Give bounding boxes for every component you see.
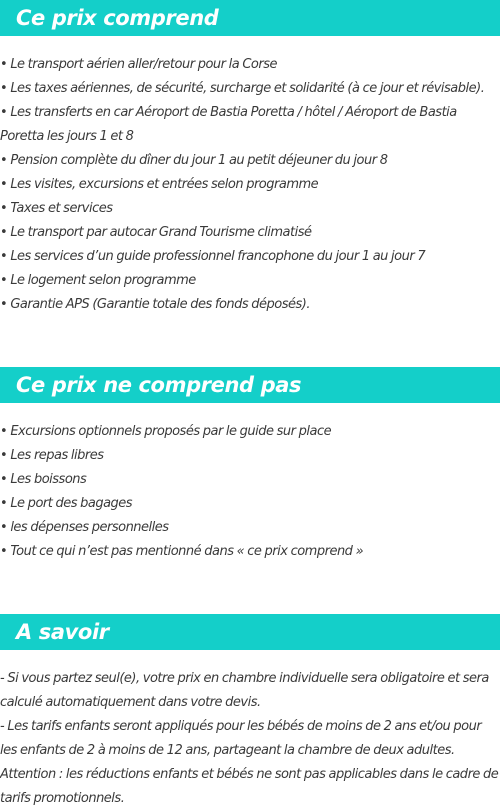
list-item: • Le transport par autocar Grand Tourisme climatisé: [0, 225, 312, 240]
list-item: • Les boissons: [0, 472, 87, 487]
list-item: • Le port des bagages: [0, 496, 133, 511]
list-item: • Tout ce qui n’est pas mentionné dans « ce prix comprend »: [0, 544, 364, 559]
bullet-icon: •: [0, 249, 8, 264]
list-item: • Les repas libres: [0, 448, 104, 463]
bullet-icon: •: [0, 153, 8, 168]
bullet-icon: •: [0, 472, 8, 487]
bullet-icon: •: [0, 201, 8, 216]
list-item: • les dépenses personnelles: [0, 520, 169, 535]
bullet-icon: •: [0, 105, 8, 120]
list-item: • Garantie APS (Garantie totale des fonds déposés).: [0, 297, 311, 312]
list-item: • Le transport aérien aller/retour pour la Corse: [0, 57, 277, 72]
section-title: A savoir: [16, 620, 109, 644]
section-title: Ce prix ne comprend pas: [16, 373, 302, 397]
bullet-icon: •: [0, 424, 8, 439]
note-paragraph: - Si vous partez seul(e), votre prix en chambre individuelle sera obligatoire et sera calculé automatiquement dans votre devis.: [0, 671, 489, 710]
bullet-icon: •: [0, 544, 8, 559]
bullet-icon: •: [0, 496, 8, 511]
section-good-to-know: [0, 614, 500, 811]
note-paragraph: - Les tarifs enfants seront appliqués pour les bébés de moins de 2 ans et/ou pour les enfants de 2 à moins de 12 ans, partageant la chambre de deux adultes.: [0, 719, 482, 758]
bullet-icon: •: [0, 297, 8, 312]
list-item: • Taxes et services: [0, 201, 113, 216]
bullet-icon: •: [0, 225, 8, 240]
list-item: • Les transferts en car Aéroport de Bastia Poretta / hôtel / Aéroport de Bastia Poretta les jours 1 et 8: [0, 105, 457, 144]
list-item: • Les services d’un guide professionnel francophone du jour 1 au jour 7: [0, 249, 426, 264]
note-paragraph: Attention : les réductions enfants et bébés ne sont pas applicables dans le cadre de tarifs promotionnels.: [0, 767, 499, 806]
section-banner: [0, 0, 500, 36]
list-item: • Le logement selon programme: [0, 273, 196, 288]
bullet-icon: •: [0, 448, 8, 463]
bullet-icon: •: [0, 177, 8, 192]
section-banner: [0, 614, 500, 650]
bullet-icon: •: [0, 81, 8, 96]
list-item: • Pension complète du dîner du jour 1 au petit déjeuner du jour 8: [0, 153, 388, 168]
bullet-icon: •: [0, 520, 8, 535]
includes-list: [0, 53, 500, 317]
section-title: Ce prix comprend: [16, 6, 219, 30]
excludes-list: [0, 420, 500, 564]
section-banner: [0, 367, 500, 403]
section-price-includes: [0, 0, 500, 317]
notes-block: [0, 667, 500, 811]
section-price-excludes: [0, 367, 500, 564]
list-item: • Les taxes aériennes, de sécurité, surcharge et solidarité (à ce jour et révisable).: [0, 81, 485, 96]
bullet-icon: •: [0, 273, 8, 288]
list-item: • Les visites, excursions et entrées selon programme: [0, 177, 319, 192]
bullet-icon: •: [0, 57, 8, 72]
list-item: • Excursions optionnels proposés par le guide sur place: [0, 424, 332, 439]
